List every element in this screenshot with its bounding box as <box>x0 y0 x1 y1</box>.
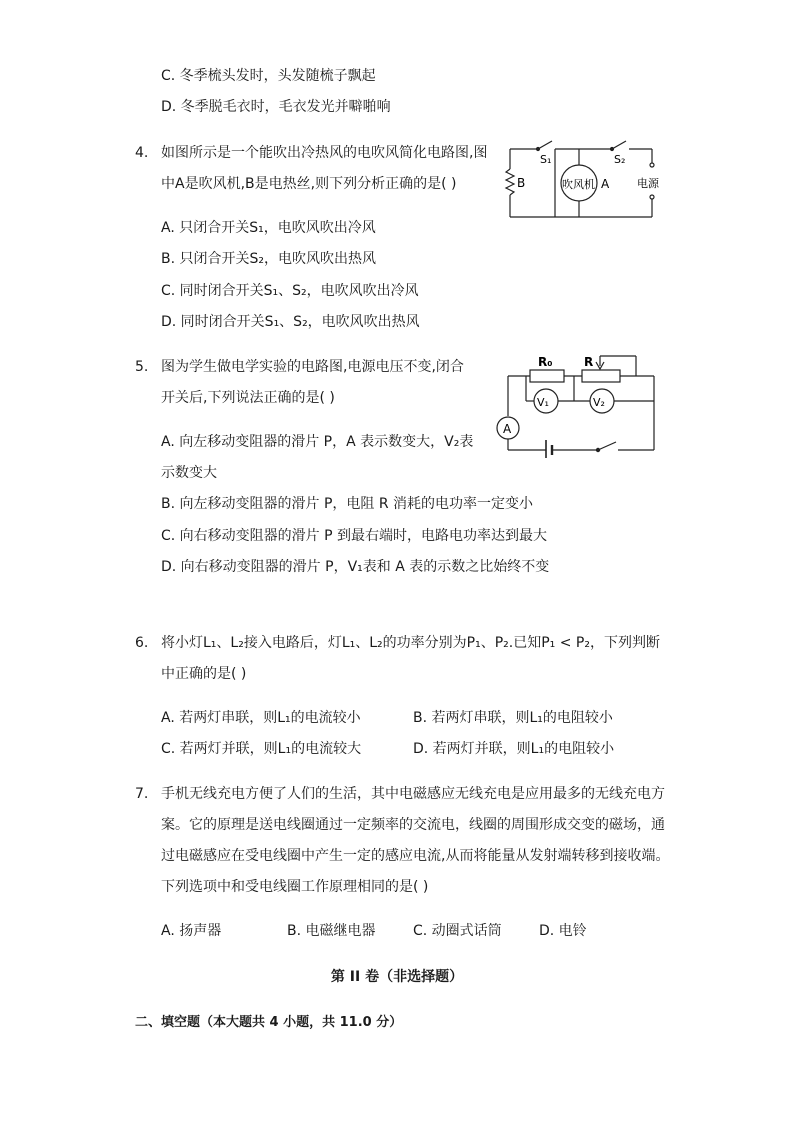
q6-number: 6. <box>135 635 149 651</box>
q5-circuit-diagram <box>490 348 665 458</box>
q5-option-b: B. 向左移动变阻器的滑片 P，电阻 R 消耗的电功率一定变小 <box>161 496 534 512</box>
q6-stem-line-2: 中正确的是( ) <box>161 666 247 682</box>
q6-option-d: D. 若两灯并联，则L₁的电阻较小 <box>413 741 615 757</box>
q5-fig-v2-label: V₂ <box>593 396 605 409</box>
q4-stem-line-2: 中A是吹风机,B是电热丝,则下列分析正确的是( ) <box>161 176 457 192</box>
q4-circuit-diagram <box>500 135 670 225</box>
q4-option-d: D. 同时闭合开关S₁、S₂，电吹风吹出热风 <box>161 314 420 330</box>
q3-option-c: C. 冬季梳头发时，头发随梳子飘起 <box>161 68 376 84</box>
q4-fig-source-label: 电源 <box>637 177 659 190</box>
section-2-title: 第 II 卷（非选择题） <box>330 969 464 985</box>
q5-number: 5. <box>135 359 149 375</box>
q5-r0-resistor <box>530 370 564 382</box>
q5-option-a-line-2: 示数变大 <box>161 465 217 481</box>
q4-option-b: B. 只闭合开关S₂，电吹风吹出热风 <box>161 251 377 267</box>
q7-option-d: D. 电铃 <box>539 923 587 939</box>
q7-stem-line-3: 过电磁感应在受电线圈中产生一定的感应电流,从而将能量从发射端转移到接收端。 <box>161 848 670 864</box>
q5-r-rheostat <box>582 370 620 382</box>
q7-stem-line-4: 下列选项中和受电线圈工作原理相同的是( ) <box>161 879 429 895</box>
q5-option-c: C. 向右移动变阻器的滑片 P 到最右端时，电路电功率达到最大 <box>161 528 548 544</box>
q4-stem-line-1: 如图所示是一个能吹出冷热风的电吹风简化电路图,图 <box>161 145 488 161</box>
q4-fig-s2-label: S₂ <box>614 153 626 166</box>
q6-option-b: B. 若两灯串联，则L₁的电阻较小 <box>413 710 613 726</box>
q7-option-c: C. 动圈式话筒 <box>413 923 502 939</box>
q4-fig-s1-label: S₁ <box>540 153 552 166</box>
q4-fig-fan-label: 吹风机 <box>562 178 595 191</box>
q5-fig-r0-label: R₀ <box>538 355 553 369</box>
part-2-heading: 二、填空题（本大题共 4 小题，共 11.0 分） <box>135 1015 403 1030</box>
q7-option-a: A. 扬声器 <box>161 923 222 939</box>
q4-option-c: C. 同时闭合开关S₁、S₂，电吹风吹出冷风 <box>161 283 419 299</box>
q5-fig-r-label: R <box>584 355 594 369</box>
q7-number: 7. <box>135 786 149 802</box>
q3-option-d: D. 冬季脱毛衣时，毛衣发光并噼啪响 <box>161 99 391 115</box>
q4-number: 4. <box>135 145 149 161</box>
q4-fig-b-label: B <box>517 176 526 190</box>
q7-stem-line-1: 手机无线充电方便了人们的生活，其中电磁感应无线充电是应用最多的无线充电方 <box>161 786 665 802</box>
q6-option-c: C. 若两灯并联，则L₁的电流较大 <box>161 741 362 757</box>
q5-fig-ammeter-label: A <box>503 422 512 436</box>
q7-option-b: B. 电磁继电器 <box>287 923 376 939</box>
q4-option-a: A. 只闭合开关S₁，电吹风吹出冷风 <box>161 220 376 236</box>
q7-stem-line-2: 案。它的原理是送电线圈通过一定频率的交流电，线圈的周围形成交变的磁场，通 <box>161 817 665 833</box>
q5-option-d: D. 向右移动变阻器的滑片 P，V₁表和 A 表的示数之比始终不变 <box>161 559 550 575</box>
q5-option-a-line-1: A. 向左移动变阻器的滑片 P，A 表示数变大，V₂表 <box>161 434 474 450</box>
q6-stem-line-1: 将小灯L₁、L₂接入电路后，灯L₁、L₂的功率分别为P₁、P₂.已知P₁ < P₂，下列判断 <box>161 635 660 651</box>
q5-stem-line-2: 开关后,下列说法正确的是( ) <box>161 390 335 406</box>
q5-stem-line-1: 图为学生做电学实验的电路图,电源电压不变,闭合 <box>161 359 464 375</box>
q6-option-a: A. 若两灯串联，则L₁的电流较小 <box>161 710 361 726</box>
q5-fig-v1-label: V₁ <box>537 396 549 409</box>
q4-fig-a-label: A <box>601 177 610 191</box>
